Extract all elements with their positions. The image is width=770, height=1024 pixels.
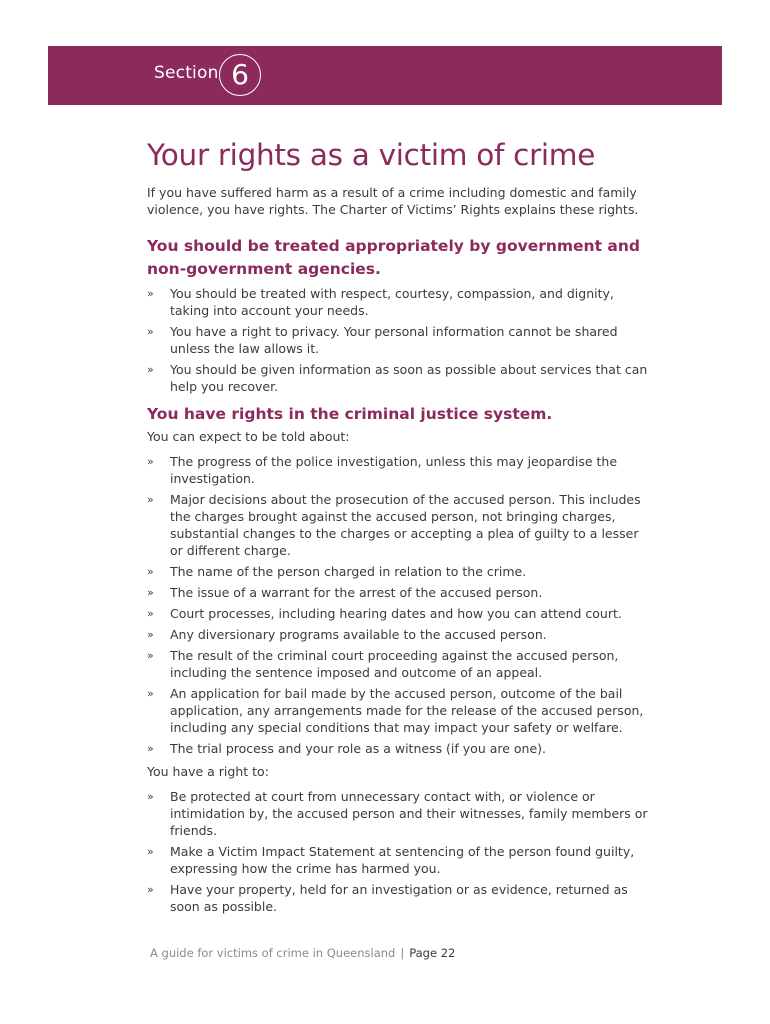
page-footer [150,946,455,960]
main-content [147,138,655,919]
section-heading-treatment: You should be treated appropriately by government and non-government agencies. [147,237,640,278]
bullet-glyph: » [147,455,154,468]
list-item [147,453,655,487]
list-item-text: Court processes, including hearing dates and how you can attend court. [170,606,622,621]
list-item-text: The result of the criminal court proceeding against the accused person, including the sentence imposed and outcome of an appeal. [170,648,619,680]
bullet-glyph: » [147,790,154,803]
bullet-glyph: » [147,325,154,338]
list-item [147,285,655,319]
rights-list [147,788,655,915]
list-item-text: Have your property, held for an investigation or as evidence, returned as soon as possible. [170,882,628,914]
list-item [147,788,655,839]
list-item [147,685,655,736]
list-item [147,323,655,357]
list-item-text: Any diversionary programs available to the accused person. [170,627,547,642]
bullet-glyph: » [147,687,154,700]
list-item [147,843,655,877]
list-item-text: Be protected at court from unnecessary contact with, or violence or intimidation by, the accused person and their witnesses, family members or friends. [170,789,648,838]
bullet-glyph: » [147,287,154,300]
list-item-text: The progress of the police investigation, unless this may jeopardise the investigation. [170,454,618,486]
list-item [147,563,655,580]
list-item-text: You have a right to privacy. Your personal information cannot be shared unless the law allows it. [170,324,618,356]
treatment-list [147,285,655,395]
bullet-glyph: » [147,607,154,620]
footer-guide-title: A guide for victims of crime in Queensland [150,946,396,960]
list-item [147,881,655,915]
list-item-text: The name of the person charged in relation to the crime. [170,564,527,579]
list-item-text: Make a Victim Impact Statement at sentencing of the person found guilty, expressing how the crime has harmed you. [170,844,635,876]
intro-paragraph: If you have suffered harm as a result of a crime including domestic and family violence, you have rights. The Charter of Victims’ Rights explains these rights. [147,185,639,217]
list-item [147,361,655,395]
bullet-glyph: » [147,363,154,376]
list-item [147,491,655,559]
list-item-text: You should be given information as soon as possible about services that can help you recover. [170,362,648,394]
section-number-badge: 6 [219,54,261,96]
bullet-glyph: » [147,586,154,599]
list-item [147,584,655,601]
footer-separator: | [400,946,405,960]
rights-lead: You have a right to: [147,764,269,779]
justice-list [147,453,655,757]
list-item-text: The issue of a warrant for the arrest of the accused person. [170,585,543,600]
section-heading-justice: You have rights in the criminal justice system. [147,405,553,423]
list-item-text: You should be treated with respect, courtesy, compassion, and dignity, taking into account your needs. [170,286,614,318]
list-item [147,740,655,757]
list-item-text: The trial process and your role as a witness (if you are one). [170,741,547,756]
list-item [147,605,655,622]
footer-page-number: Page 22 [409,946,456,960]
bullet-glyph: » [147,649,154,662]
page-title: Your rights as a victim of crime [147,138,596,172]
bullet-glyph: » [147,742,154,755]
bullet-glyph: » [147,493,154,506]
list-item-text: Major decisions about the prosecution of the accused person. This includes the charges brought against the accused person, not bringing charges, substantial changes to the charges or accepting a plea of guilty to a lesser or different charge. [170,492,641,558]
bullet-glyph: » [147,845,154,858]
section-banner [48,46,722,105]
bullet-glyph: » [147,628,154,641]
bullet-glyph: » [147,883,154,896]
list-item [147,626,655,643]
list-item [147,647,655,681]
section-label: Section [154,63,219,83]
list-item-text: An application for bail made by the accused person, outcome of the bail application, any arrangements made for the release of the accused person, including any special conditions that may impact your safety or welfare. [170,686,644,735]
bullet-glyph: » [147,565,154,578]
justice-lead: You can expect to be told about: [147,429,350,444]
